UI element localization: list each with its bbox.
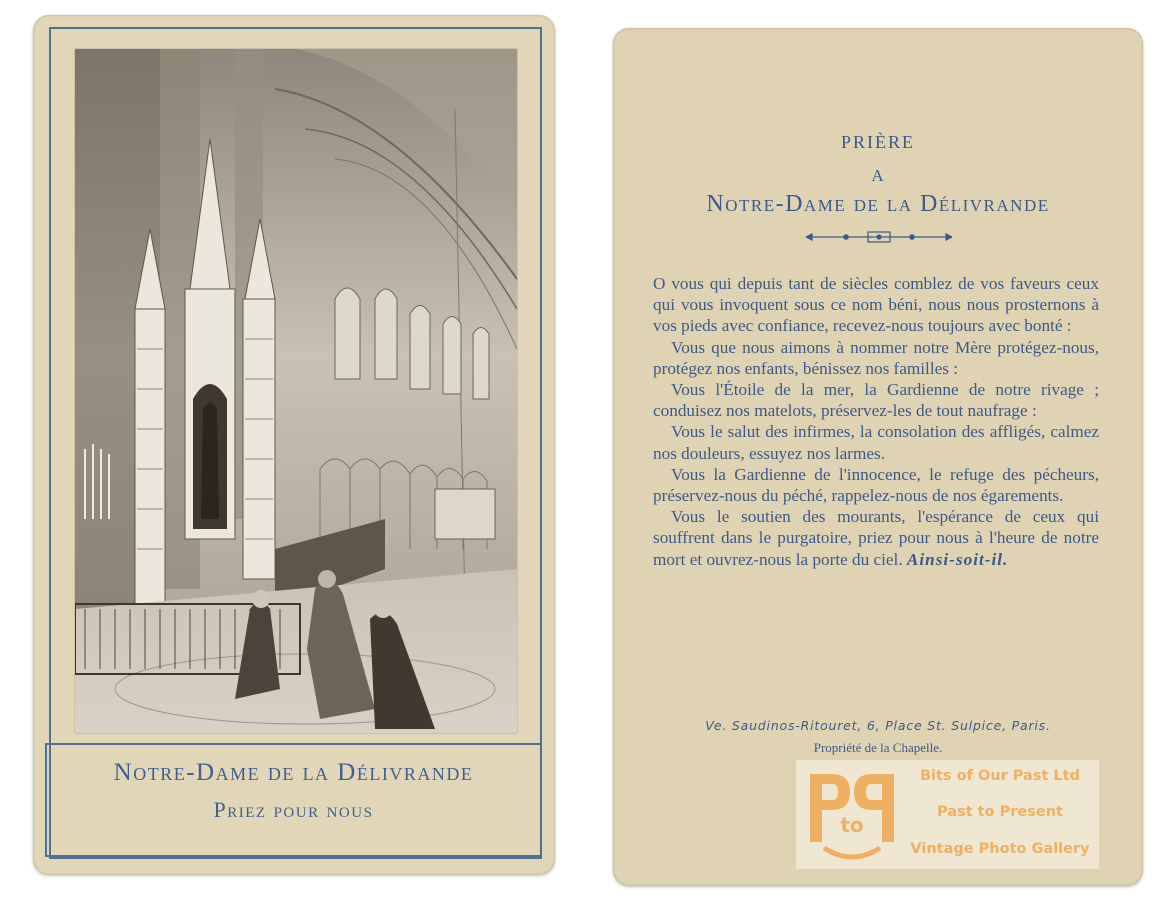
chapel-photograph <box>75 49 517 733</box>
property-note: Propriété de la Chapelle. <box>813 740 943 755</box>
prayer-paragraph: Vous que nous aimons à nommer notre Mère protégez-nous, protégez nos enfants, bénissez nos familles : <box>653 337 1099 378</box>
ornament-divider-icon <box>806 228 952 246</box>
prayer-paragraph: Vous la Gardienne de l'innocence, le refuge des pécheurs, préservez-nous du péché, rappelez-nous de nos égarements. <box>653 464 1099 506</box>
svg-text:to: to <box>840 813 864 837</box>
prayer-paragraph: Vous l'Étoile de la mer, la Gardienne de notre rivage ; conduisez nos matelots, préservez-les de tout naufrage : <box>653 380 1099 421</box>
prayer-paragraph-last <box>653 506 1099 570</box>
prayer-paragraph-text: Vous le soutien des mourants, l'espérance de ceux qui souffrent dans le purgatoire, priez pour nous à l'heure de notre mort et ouvrez-nous la porte du ciel. <box>653 507 1099 569</box>
prayer-paragraph: Vous le salut des infirmes, la consolation des affligés, calmez nos douleurs, essuyez nos larmes. <box>653 422 1099 463</box>
publisher-line: Ve. Saudinos-Ritouret, 6, Place St. Sulpice, Paris. <box>705 718 1051 733</box>
front-card <box>33 15 555 875</box>
chapel-illustration <box>75 49 517 733</box>
prayer-heading: PRIÈRE <box>840 132 915 152</box>
watermark-overlay <box>796 760 1099 869</box>
prayer-preposition: A <box>871 166 885 185</box>
watermark-gallery: Vintage Photo Gallery <box>910 841 1090 857</box>
back-card <box>613 28 1143 886</box>
prayer-paragraph: O vous qui depuis tant de siècles comblez de vos faveurs ceux qui vous invoquent sous ce nom béni, nous nous prosternons à vos pieds avec confiance, recevez-nous toujours avec bonté : <box>653 274 1099 336</box>
ptop-logo-icon <box>802 766 902 864</box>
prayer-closing: Ainsi-soit-il. <box>906 549 1009 569</box>
back-title: Notre-Dame de la Délivrande <box>706 191 1050 217</box>
prayer-text <box>653 273 1099 570</box>
front-caption-prayer: Priez pour nous <box>213 797 374 822</box>
watermark-tagline: Past to Present <box>937 804 1063 820</box>
watermark-company: Bits of Our Past Ltd <box>920 768 1080 784</box>
caption-box <box>45 743 542 857</box>
front-caption-title: Notre-Dame de la Délivrande <box>113 759 474 786</box>
